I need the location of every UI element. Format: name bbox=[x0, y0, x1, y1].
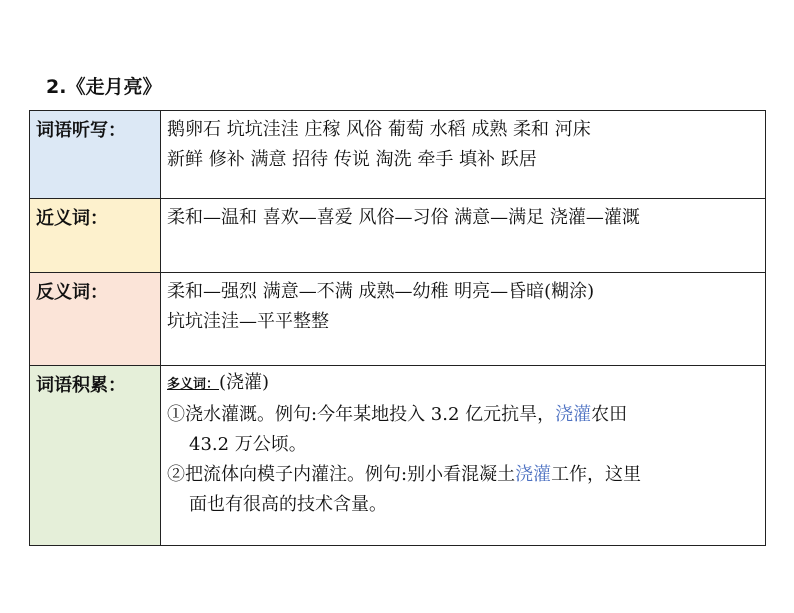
meaning-1-continued: 43.2 万公顷。 bbox=[189, 434, 307, 455]
content-line: 柔和—强烈 满意—不满 成熟—幼稚 明亮—昏暗(糊涂) bbox=[167, 281, 595, 302]
content-line: 坑坑洼洼—平平整整 bbox=[167, 311, 329, 332]
highlight-word: 浇灌 bbox=[515, 464, 552, 485]
table-row-listen bbox=[30, 111, 766, 199]
row-label-antonyms: 反义词： bbox=[30, 273, 161, 366]
content-line: 柔和—温和 喜欢—喜爱 风俗—习俗 满意—满足 浇灌—灌溉 bbox=[167, 207, 640, 228]
row-label-synonyms: 近义词： bbox=[30, 199, 161, 273]
polysemy-word: (浇灌) bbox=[219, 372, 270, 393]
meaning-2-tail: 工作，这里 bbox=[551, 464, 642, 485]
content-line: 新鲜 修补 满意 招待 传说 淘洗 牵手 填补 跃居 bbox=[167, 149, 537, 170]
meaning-2-text: ②把流体向模子内灌注。例句:别小看混凝土 bbox=[167, 464, 516, 485]
table-row-synonyms bbox=[30, 199, 766, 273]
section-heading: 2.《走月亮》 bbox=[46, 76, 162, 98]
vocabulary-table bbox=[29, 110, 766, 546]
meaning-1-text: ①浇水灌溉。例句:今年某地投入 3.2 亿元抗旱， bbox=[167, 404, 556, 425]
highlight-word: 浇灌 bbox=[555, 404, 592, 425]
row-label-accumulate: 词语积累： bbox=[30, 366, 161, 546]
table-row-accumulate bbox=[30, 366, 766, 546]
meaning-2-continued: 面也有很高的技术含量。 bbox=[189, 494, 387, 515]
meaning-1-tail: 农田 bbox=[591, 404, 628, 425]
meaning-2 bbox=[167, 460, 765, 490]
row-content-listen bbox=[161, 111, 766, 199]
polysemy-title-line bbox=[167, 368, 765, 400]
row-content-synonyms bbox=[161, 199, 766, 273]
row-content-accumulate bbox=[161, 366, 766, 546]
table-row-antonyms bbox=[30, 273, 766, 366]
row-content-antonyms bbox=[161, 273, 766, 366]
meaning-1 bbox=[167, 400, 765, 430]
polysemy-subtitle: 多义词： bbox=[167, 377, 220, 392]
row-label-listen: 词语听写： bbox=[30, 111, 161, 199]
content-line: 鹅卵石 坑坑洼洼 庄稼 风俗 葡萄 水稻 成熟 柔和 河床 bbox=[167, 119, 591, 140]
